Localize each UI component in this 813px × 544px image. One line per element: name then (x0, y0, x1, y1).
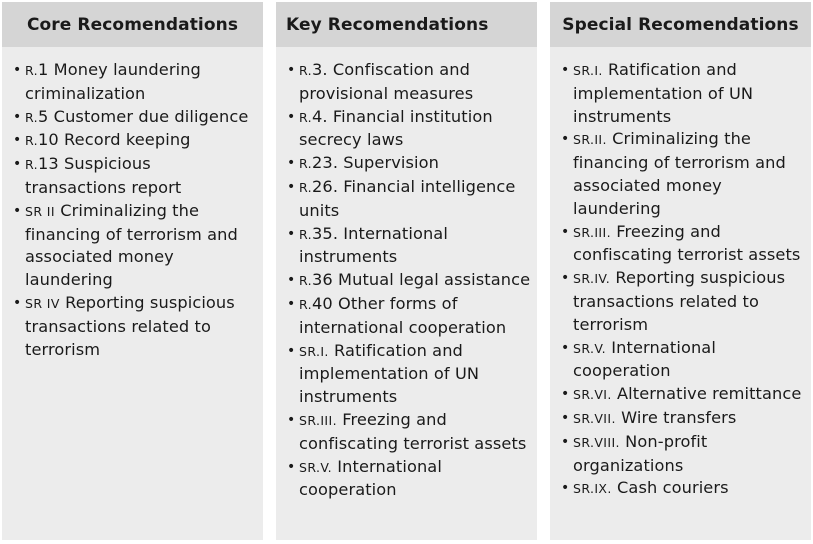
bullet-icon: • (287, 411, 296, 428)
recommendation-text: 3. Confiscation and provisional measures (299, 60, 474, 103)
list-item (287, 176, 531, 223)
recommendation-text: Cash couriers (611, 478, 729, 498)
list-item (13, 292, 257, 361)
list-item (561, 128, 805, 220)
recommendation-text: 23. Supervision (312, 153, 440, 173)
list-item (561, 431, 805, 478)
bullet-icon: • (287, 342, 296, 359)
recommendation-code: R. (299, 179, 313, 195)
recommendation-text: 4. Financial institution secrecy laws (299, 106, 493, 150)
bullet-icon: • (13, 294, 22, 311)
bullet-icon: • (561, 223, 570, 240)
recommendation-code: SR.I. (299, 343, 329, 359)
list-item (561, 267, 805, 336)
bullet-icon: • (13, 108, 22, 125)
list-item (287, 340, 531, 409)
bullet-icon: • (287, 108, 296, 125)
recommendation-code: SR.IV. (573, 271, 611, 287)
recommendation-text: Freezing and confiscating terrorist assets (573, 221, 801, 265)
recommendation-code: SR.V. (573, 340, 607, 356)
recommendation-code: SR.V. (299, 459, 333, 475)
recommendation-text: Ratification and implementation of UN instruments (573, 60, 754, 126)
bullet-icon: • (287, 225, 296, 242)
bullet-icon: • (287, 178, 296, 195)
recommendation-text: Criminalizing the financing of terrorism and associated money laundering (573, 129, 786, 218)
recommendation-text: 40 Other forms of international cooperation (299, 293, 507, 337)
recommendation-text: Ratification and implementation of UN instruments (299, 340, 480, 407)
list-item (287, 152, 531, 176)
key-recommendations-column (276, 2, 537, 540)
recommendation-text: 1 Money laundering criminalization (25, 60, 201, 103)
bullet-icon: • (561, 409, 570, 426)
bullet-icon: • (561, 386, 570, 403)
bullet-icon: • (561, 62, 570, 78)
list-item (287, 293, 531, 340)
list-item (13, 106, 257, 130)
key-recommendations-title: Key Recomendations (276, 2, 537, 47)
list-item (287, 106, 531, 153)
recommendation-code: SR II (25, 203, 55, 219)
recommendation-code: SR.III. (299, 412, 337, 428)
recommendation-text: Alternative remittance (611, 384, 802, 404)
recommendation-text: International cooperation (573, 337, 716, 381)
bullet-icon: • (13, 62, 22, 78)
list-item (561, 407, 805, 431)
recommendation-code: SR.III. (573, 224, 611, 240)
bullet-icon: • (287, 295, 296, 312)
recommendation-text: Reporting suspicious transactions related to terrorism (25, 292, 235, 359)
bullet-icon: • (561, 131, 570, 148)
list-item (561, 477, 805, 501)
recommendation-text: 10 Record keeping (38, 130, 191, 150)
bullet-icon: • (287, 458, 296, 475)
recommendation-text: 13 Suspicious transactions report (25, 154, 182, 197)
bullet-icon: • (561, 433, 570, 450)
recommendation-text: Criminalizing the financing of terrorism and associated money laundering (25, 200, 238, 290)
recommendation-code: R. (25, 133, 39, 149)
list-item (287, 269, 531, 293)
bullet-icon: • (561, 270, 570, 287)
bullet-icon: • (287, 155, 296, 172)
recommendation-code: SR.VI. (573, 387, 612, 403)
special-recommendations-column (550, 2, 811, 540)
key-recommendations-list (276, 47, 537, 502)
special-recommendations-list (550, 47, 811, 501)
list-item (287, 409, 531, 456)
recommendation-code: SR.VIII. (573, 434, 620, 450)
list-item (561, 221, 805, 268)
recommendation-code: SR.VII. (573, 410, 616, 426)
special-recommendations-title: Special Recomendations (550, 2, 811, 47)
bullet-icon: • (13, 156, 22, 173)
recommendation-code: R. (299, 109, 313, 125)
recommendation-text: Non-profit organizations (573, 431, 708, 475)
recommendation-text: 36 Mutual legal assistance (312, 270, 531, 290)
recommendation-text: International cooperation (299, 456, 442, 500)
list-item (287, 59, 531, 106)
list-item (13, 129, 257, 153)
recommendation-text: Freezing and confiscating terrorist assets (299, 409, 527, 453)
bullet-icon: • (287, 62, 296, 78)
recommendation-text: 35. International instruments (299, 223, 448, 267)
recommendation-code: SR.IX. (573, 481, 612, 497)
list-item (13, 153, 257, 200)
list-item (13, 59, 257, 106)
recommendation-code: R. (25, 109, 39, 125)
recommendation-code: R. (25, 63, 39, 78)
recommendation-code: SR.II. (573, 132, 607, 148)
list-item (287, 456, 531, 503)
list-item (561, 337, 805, 384)
core-recommendations-column (2, 2, 263, 540)
recommendation-code: R. (299, 226, 313, 242)
recommendation-text: Reporting suspicious transactions related to terrorism (573, 268, 786, 334)
bullet-icon: • (561, 480, 570, 497)
recommendation-code: R. (25, 157, 39, 173)
recommendation-code: R. (299, 63, 313, 78)
recommendation-code: R. (299, 156, 313, 172)
recommendation-code: R. (299, 273, 313, 289)
bullet-icon: • (13, 132, 22, 149)
bullet-icon: • (13, 202, 22, 219)
recommendation-code: SR.I. (573, 63, 603, 78)
bullet-icon: • (561, 339, 570, 356)
list-item (561, 59, 805, 128)
core-recommendations-title: Core Recomendations (2, 2, 263, 47)
core-recommendations-list (2, 47, 263, 361)
bullet-icon: • (287, 272, 296, 289)
recommendation-text: 5 Customer due diligence (38, 106, 249, 126)
list-item (287, 223, 531, 270)
list-item (13, 200, 257, 292)
recommendation-code: R. (299, 296, 313, 312)
recommendation-text: 26. Financial intelligence units (299, 176, 516, 220)
list-item (561, 383, 805, 407)
recommendation-code: SR IV (25, 295, 60, 311)
recommendation-text: Wire transfers (615, 407, 737, 427)
